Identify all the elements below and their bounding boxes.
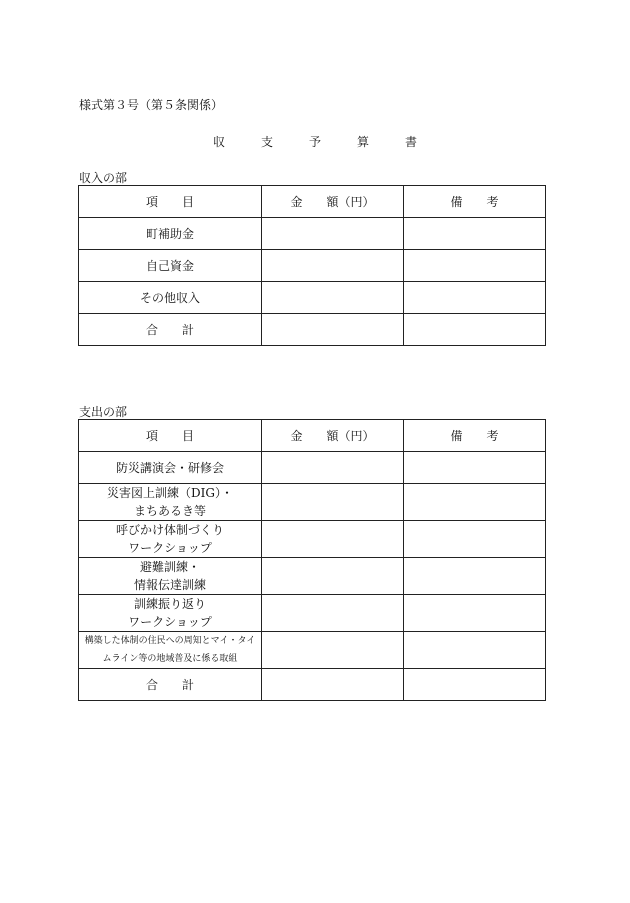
income-header-row	[79, 186, 546, 218]
expense-total-row	[79, 669, 546, 701]
expense-item-line1: 訓練振り返り	[133, 597, 206, 611]
note-cell[interactable]	[404, 484, 546, 521]
header-note: 備 考	[404, 186, 546, 218]
amount-cell[interactable]	[262, 452, 404, 484]
table-row	[79, 484, 546, 521]
total-note-cell[interactable]	[404, 669, 546, 701]
total-amount-cell[interactable]	[262, 314, 404, 346]
table-row	[79, 452, 546, 484]
amount-cell[interactable]	[262, 521, 404, 558]
note-cell[interactable]	[404, 558, 546, 595]
expense-section-label: 支出の部	[79, 405, 128, 419]
note-cell[interactable]	[404, 282, 546, 314]
expense-item-line1: 防災講演会・研修会	[115, 460, 224, 475]
income-total-row	[79, 314, 546, 346]
amount-cell[interactable]	[262, 484, 404, 521]
expense-item-line2: まちあるき等	[133, 504, 206, 518]
header-item: 項 目	[79, 186, 262, 218]
expense-item-line2: ワークショップ	[128, 541, 212, 555]
income-item: その他収入	[79, 282, 262, 314]
header-note: 備 考	[404, 420, 546, 452]
expense-item	[79, 558, 262, 595]
table-row	[79, 558, 546, 595]
expense-item	[79, 632, 262, 669]
amount-cell[interactable]	[262, 250, 404, 282]
amount-cell[interactable]	[262, 595, 404, 632]
total-label: 合 計	[79, 314, 262, 346]
header-item: 項 目	[79, 420, 262, 452]
table-row	[79, 282, 546, 314]
income-section-label: 収入の部	[79, 171, 128, 185]
expense-item-line1: 構築した体制の住民への周知とマイ・タイ	[84, 636, 256, 646]
total-label: 合 計	[79, 669, 262, 701]
income-table	[78, 185, 546, 346]
expense-item	[79, 452, 262, 484]
note-cell[interactable]	[404, 218, 546, 250]
expense-item-line1: 避難訓練・	[139, 560, 200, 574]
note-cell[interactable]	[404, 632, 546, 669]
form-number: 様式第３号（第５条関係）	[79, 98, 224, 112]
expense-item	[79, 595, 262, 632]
table-row	[79, 595, 546, 632]
total-amount-cell[interactable]	[262, 669, 404, 701]
amount-cell[interactable]	[262, 632, 404, 669]
expense-table	[78, 419, 546, 701]
header-amount: 金 額（円）	[262, 420, 404, 452]
expense-item-line2: ムライン等の地域普及に係る取組	[102, 654, 238, 664]
amount-cell[interactable]	[262, 282, 404, 314]
expense-item	[79, 484, 262, 521]
expense-item-line1: 呼びかけ体制づくり	[115, 523, 224, 537]
expense-item	[79, 521, 262, 558]
header-amount: 金 額（円）	[262, 186, 404, 218]
table-row	[79, 250, 546, 282]
expense-item-line1: 災害図上訓練（DIG）・	[107, 486, 233, 500]
note-cell[interactable]	[404, 595, 546, 632]
expense-header-row	[79, 420, 546, 452]
income-item: 町補助金	[79, 218, 262, 250]
note-cell[interactable]	[404, 521, 546, 558]
amount-cell[interactable]	[262, 558, 404, 595]
income-item: 自己資金	[79, 250, 262, 282]
table-row	[79, 218, 546, 250]
table-row	[79, 521, 546, 558]
expense-item-line2: 情報伝達訓練	[133, 578, 206, 592]
note-cell[interactable]	[404, 250, 546, 282]
expense-item-line2: ワークショップ	[128, 615, 212, 629]
amount-cell[interactable]	[262, 218, 404, 250]
document-title: 収 支 予 算 書	[212, 135, 429, 149]
table-row	[79, 632, 546, 669]
total-note-cell[interactable]	[404, 314, 546, 346]
note-cell[interactable]	[404, 452, 546, 484]
